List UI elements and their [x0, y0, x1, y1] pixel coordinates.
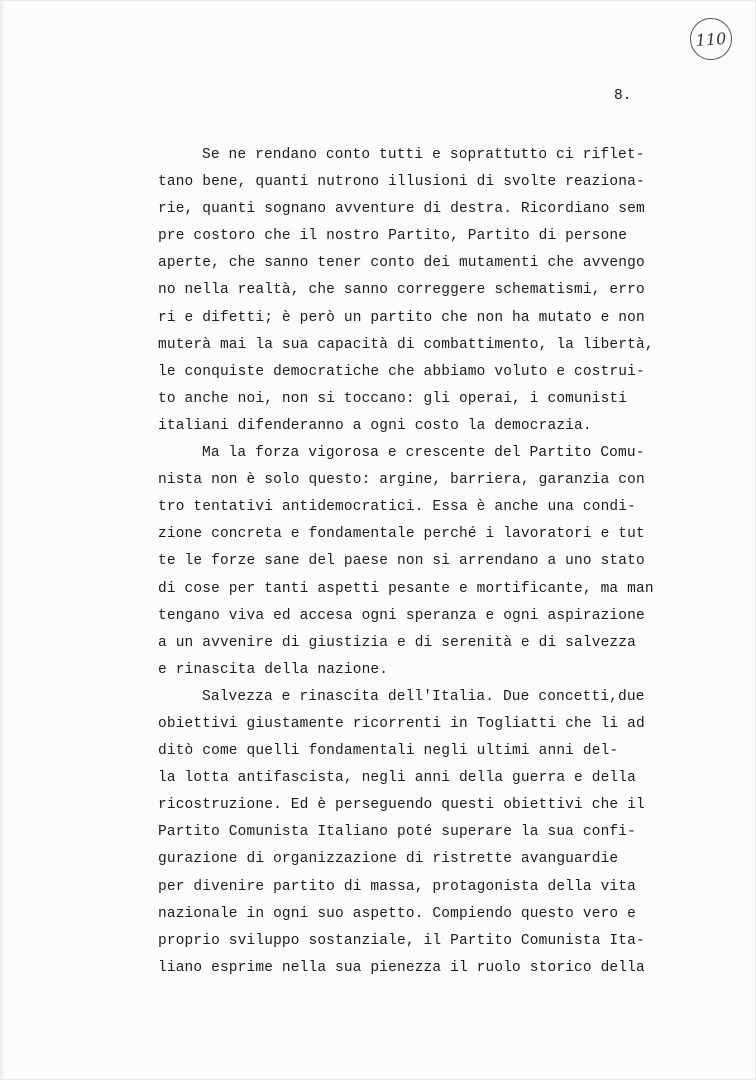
text-line: Salvezza e rinascita dell'Italia. Due concetti,due — [202, 688, 645, 705]
page-stamp — [689, 17, 734, 62]
text-line: italiani difenderanno a ogni costo la democrazia. — [158, 417, 592, 434]
text-line: liano esprime nella sua pienezza il ruolo storico della — [158, 959, 645, 976]
page-number: 8. — [614, 88, 632, 104]
text-line: Se ne rendano conto tutti e soprattutto ci riflet- — [202, 147, 645, 163]
text-line: le conquiste democratiche che abbiamo voluto e costrui- — [158, 363, 645, 380]
text-line: obiettivi giustamente ricorrenti in Togliatti che li ad — [158, 715, 645, 732]
text-line: to anche noi, non si toccano: gli operai, i comunisti — [158, 390, 628, 407]
text-line: ricostruzione. Ed è perseguendo questi obiettivi che il — [158, 797, 645, 814]
text-line: Ma la forza vigorosa e crescente del Partito Comu- — [202, 445, 645, 462]
text-line: pre costoro che il nostro Partito, Partito di persone — [158, 228, 628, 245]
text-line: nista non è solo questo: argine, barriera, garanzia con — [158, 472, 645, 489]
text-line: rie, quanti sognano avventure di destra. Ricordiano sem — [158, 201, 645, 218]
text-line: ditò come quelli fondamentali negli ultimi anni del- — [158, 743, 619, 760]
text-line: no nella realtà, che sanno correggere schematismi, erro — [158, 282, 645, 299]
text-line: gurazione di organizzazione di ristrette avanguardie — [158, 851, 619, 868]
text-line: tano bene, quanti nutrono illusioni di svolte reaziona- — [158, 174, 645, 191]
text-line: muterà mai la sua capacità di combattimento, la libertà, — [158, 336, 654, 353]
text-line: la lotta antifascista, negli anni della guerra e della — [158, 770, 636, 787]
text-line: aperte, che sanno tener conto dei mutamenti che avvengo — [158, 255, 645, 272]
text-line: Partito Comunista Italiano poté superare la sua confi- — [158, 824, 636, 841]
text-line: e rinascita della nazione. — [158, 661, 389, 678]
text-line: di cose per tanti aspetti pesante e mortificante, ma man — [158, 580, 654, 597]
text-line: nazionale in ogni suo aspetto. Compiendo questo vero e — [158, 905, 636, 922]
text-line: ri e difetti; è però un partito che non ha mutato e non — [158, 309, 645, 326]
text-line: tengano viva ed accesa ogni speranza e ogni aspirazione — [158, 607, 645, 624]
text-line: per divenire partito di massa, protagonista della vita — [158, 878, 636, 895]
text-line: tro tentativi antidemocratici. Essa è anche una condi- — [158, 499, 636, 516]
body-text — [158, 142, 678, 982]
page-stamp-number: 110 — [695, 28, 727, 50]
text-line: proprio sviluppo sostanziale, il Partito Comunista Ita- — [158, 932, 645, 949]
text-line: a un avvenire di giustizia e di serenità e di salvezza — [158, 634, 636, 651]
text-line: te le forze sane del paese non si arrendano a uno stato — [158, 553, 645, 570]
text-line: zione concreta e fondamentale perché i lavoratori e tut — [158, 526, 645, 543]
